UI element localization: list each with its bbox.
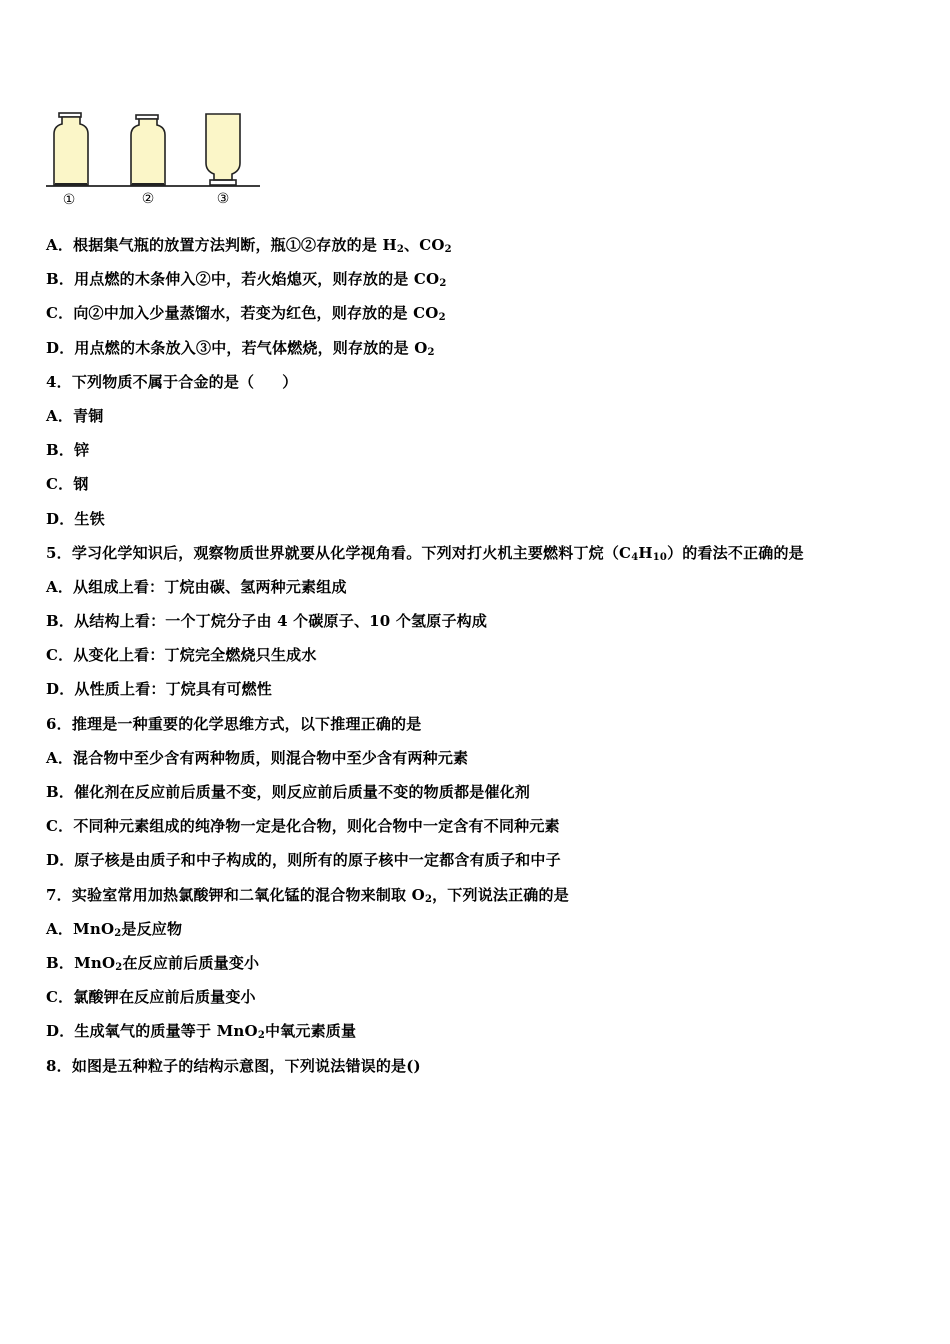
text-line	[46, 985, 926, 1019]
text-line	[46, 438, 926, 472]
line-prefix: C．从变化上看：丁烷完全燃烧只生成水	[46, 646, 317, 665]
line-prefix: B．催化剂在反应前后质量不变，则反应前后质量不变的物质都是催化剂	[46, 783, 531, 801]
bottle-1	[54, 113, 88, 186]
line-sub1: 2	[396, 244, 405, 255]
text-line	[46, 507, 926, 541]
line-prefix: A．从组成上看：丁烷由碳、氢两种元素组成	[46, 577, 347, 596]
line-mid: H	[638, 543, 653, 562]
line-mid: ，下列说法正确的是	[432, 885, 569, 904]
bottle-3-label: ③	[216, 191, 230, 207]
text-line	[46, 404, 926, 438]
line-prefix: C．不同种元素组成的纯净物一定是化合物，则化合物中一定含有不同种元素	[46, 817, 560, 836]
line-sub1: 4	[631, 551, 639, 563]
text-line	[46, 301, 926, 335]
line-suffix: ）的看法不正确的是	[667, 543, 804, 562]
line-sub2: 2	[444, 244, 452, 255]
line-prefix: C．向②中加入少量蒸馏水，若变为红色，则存放的是 CO	[46, 304, 439, 323]
text-line	[46, 233, 926, 267]
line-prefix: D．生铁	[46, 509, 105, 528]
line-prefix: B．MnO	[46, 953, 116, 972]
bottle-1-label: ①	[62, 192, 76, 208]
line-prefix: A．根据集气瓶的放置方法判断，瓶①②存放的是 H	[46, 236, 397, 254]
text-line	[46, 336, 926, 370]
line-prefix: D．用点燃的木条放入③中，若气体燃烧，则存放的是 O	[46, 338, 428, 357]
bottle-2	[131, 115, 165, 186]
line-suffix: ）	[282, 372, 298, 391]
line-prefix: A．混合物中至少含有两种物质，则混合物中至少含有两种元素	[46, 748, 469, 767]
text-line	[46, 780, 926, 814]
text-line	[46, 746, 926, 780]
line-mid: 、CO	[404, 236, 445, 254]
line-sub1: 2	[427, 346, 435, 358]
text-line	[46, 575, 926, 609]
line-prefix: C．氯酸钾在反应前后质量变小	[46, 988, 256, 1007]
text-line	[46, 370, 926, 404]
text-line	[46, 712, 926, 746]
text-line	[46, 883, 926, 917]
line-sub2: 10	[652, 551, 668, 563]
text-line	[46, 643, 926, 677]
line-prefix: A．MnO	[46, 919, 115, 938]
text-line	[46, 677, 926, 711]
line-prefix: D．原子核是由质子和中子构成的，则所有的原子核中一定都含有质子和中子	[46, 851, 561, 870]
line-sub1: 2	[424, 893, 433, 905]
line-prefix: B．锌	[46, 441, 90, 460]
text-line	[46, 609, 926, 643]
line-sub1: 2	[115, 961, 123, 973]
line-prefix: B．从结构上看：一个丁烷分子由 4 个碳原子、10 个氢原子构成	[46, 612, 488, 631]
line-prefix: 5．学习化学知识后，观察物质世界就要从化学视角看。下列对打火机主要燃料丁烷（C	[46, 543, 632, 562]
line-prefix: C．钢	[46, 475, 89, 494]
text-line	[46, 1054, 926, 1088]
text-line	[46, 848, 926, 882]
text-line	[46, 1019, 926, 1053]
line-sub1: 2	[114, 927, 122, 939]
line-prefix: A．青铜	[46, 406, 104, 425]
gas-bottles-figure	[42, 108, 262, 208]
text-line	[46, 267, 926, 301]
line-mid: 在反应前后质量变小	[122, 953, 260, 972]
bottle-2-label: ②	[141, 191, 155, 207]
line-sub1: 2	[439, 278, 447, 290]
line-prefix: D．从性质上看：丁烷具有可燃性	[46, 680, 273, 699]
line-sub1: 2	[438, 312, 446, 324]
text-line	[46, 917, 926, 951]
question-text	[46, 233, 926, 1088]
text-line	[46, 541, 926, 575]
line-prefix: 8．如图是五种粒子的结构示意图，下列说法错误的是(	[46, 1056, 414, 1075]
line-sub1: 2	[257, 1030, 265, 1042]
text-line	[46, 814, 926, 848]
line-prefix: D．生成氧气的质量等于 MnO	[46, 1022, 258, 1041]
text-line	[46, 951, 926, 985]
text-line	[46, 472, 926, 506]
line-prefix: 4．下列物质不属于合金的是（	[46, 372, 255, 391]
line-mid: 中氧元素质量	[264, 1022, 357, 1041]
line-prefix: 7．实验室常用加热氯酸钾和二氧化锰的混合物来制取 O	[46, 885, 425, 904]
gas-bottles-illustration	[42, 108, 262, 208]
line-suffix: )	[413, 1056, 421, 1075]
line-prefix: B．用点燃的木条伸入②中，若火焰熄灭，则存放的是 CO	[46, 270, 440, 289]
line-prefix: 6．推理是一种重要的化学思维方式，以下推理正确的是	[46, 714, 422, 733]
line-mid: 是反应物	[121, 919, 183, 938]
bottle-3	[206, 114, 240, 185]
